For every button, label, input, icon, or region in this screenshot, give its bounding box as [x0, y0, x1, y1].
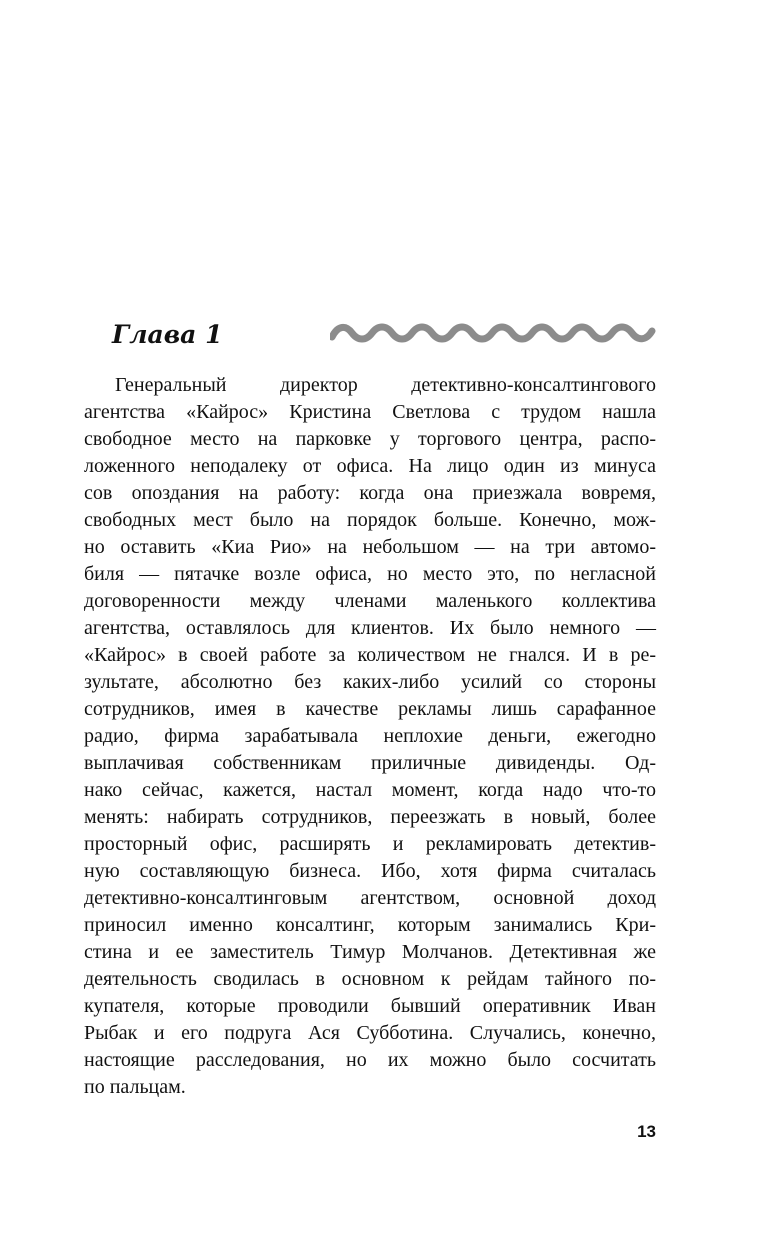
text-line: агентства «Кайрос» Кристина Светлова с трудом нашла — [84, 401, 656, 423]
text-line: радио, фирма зарабатывала неплохие деньги, ежегодно — [84, 725, 656, 747]
text-line: приносил именно консалтинг, которым занимались Кри- — [84, 914, 656, 936]
text-line: Генеральный директор детективно-консалтингового — [115, 374, 656, 396]
text-line: выплачивая собственникам приличные дивиденды. Од- — [84, 752, 656, 774]
text-line: ложенного неподалеку от офиса. На лицо один из минуса — [84, 455, 656, 477]
text-line: «Кайрос» в своей работе за количеством не гнался. И в ре- — [84, 644, 656, 666]
text-line: стина и ее заместитель Тимур Молчанов. Детективная же — [84, 941, 656, 963]
text-line: просторный офис, расширять и рекламировать детектив- — [84, 833, 656, 855]
text-line: биля — пятачке возле офиса, но место это, по негласной — [84, 563, 656, 585]
text-line: деятельность сводилась в основном к рейдам тайного по- — [84, 968, 656, 990]
text-line: но оставить «Киа Рио» на небольшом — на три автомо- — [84, 536, 656, 558]
text-line: свободных мест было на порядок больше. Конечно, мож- — [84, 509, 656, 531]
text-line: менять: набирать сотрудников, переезжать в новый, более — [84, 806, 656, 828]
text-line: нако сейчас, кажется, настал момент, когда надо что-то — [84, 779, 656, 801]
wave-ornament — [330, 321, 656, 345]
text-line: сов опоздания на работу: когда она приезжала вовремя, — [84, 482, 656, 504]
text-line: свободное место на парковке у торгового центра, распо- — [84, 428, 656, 450]
text-line: Рыбак и его подруга Ася Субботина. Случались, конечно, — [84, 1022, 656, 1044]
text-line: ную составляющую бизнеса. Ибо, хотя фирма считалась — [84, 860, 656, 882]
text-line: настоящие расследования, но их можно было сосчитать — [84, 1049, 656, 1071]
text-line: зультате, абсолютно без каких-либо усилий со стороны — [84, 671, 656, 693]
wave-ornament-path — [332, 327, 652, 339]
text-line: сотрудников, имея в качестве рекламы лишь сарафанное — [84, 698, 656, 720]
text-line: агентства, оставлялось для клиентов. Их было немного — — [84, 617, 656, 639]
page-number: 13 — [637, 1122, 656, 1141]
text-line: по пальцам. — [84, 1076, 186, 1098]
text-line: детективно-консалтинговым агентством, основной доход — [84, 887, 656, 909]
chapter-body-paragraph — [84, 372, 656, 1101]
text-line: купателя, которые проводили бывший оперативник Иван — [84, 995, 656, 1017]
chapter-title: Глава 1 — [112, 320, 223, 349]
text-line: договоренности между членами маленького коллектива — [84, 590, 656, 612]
